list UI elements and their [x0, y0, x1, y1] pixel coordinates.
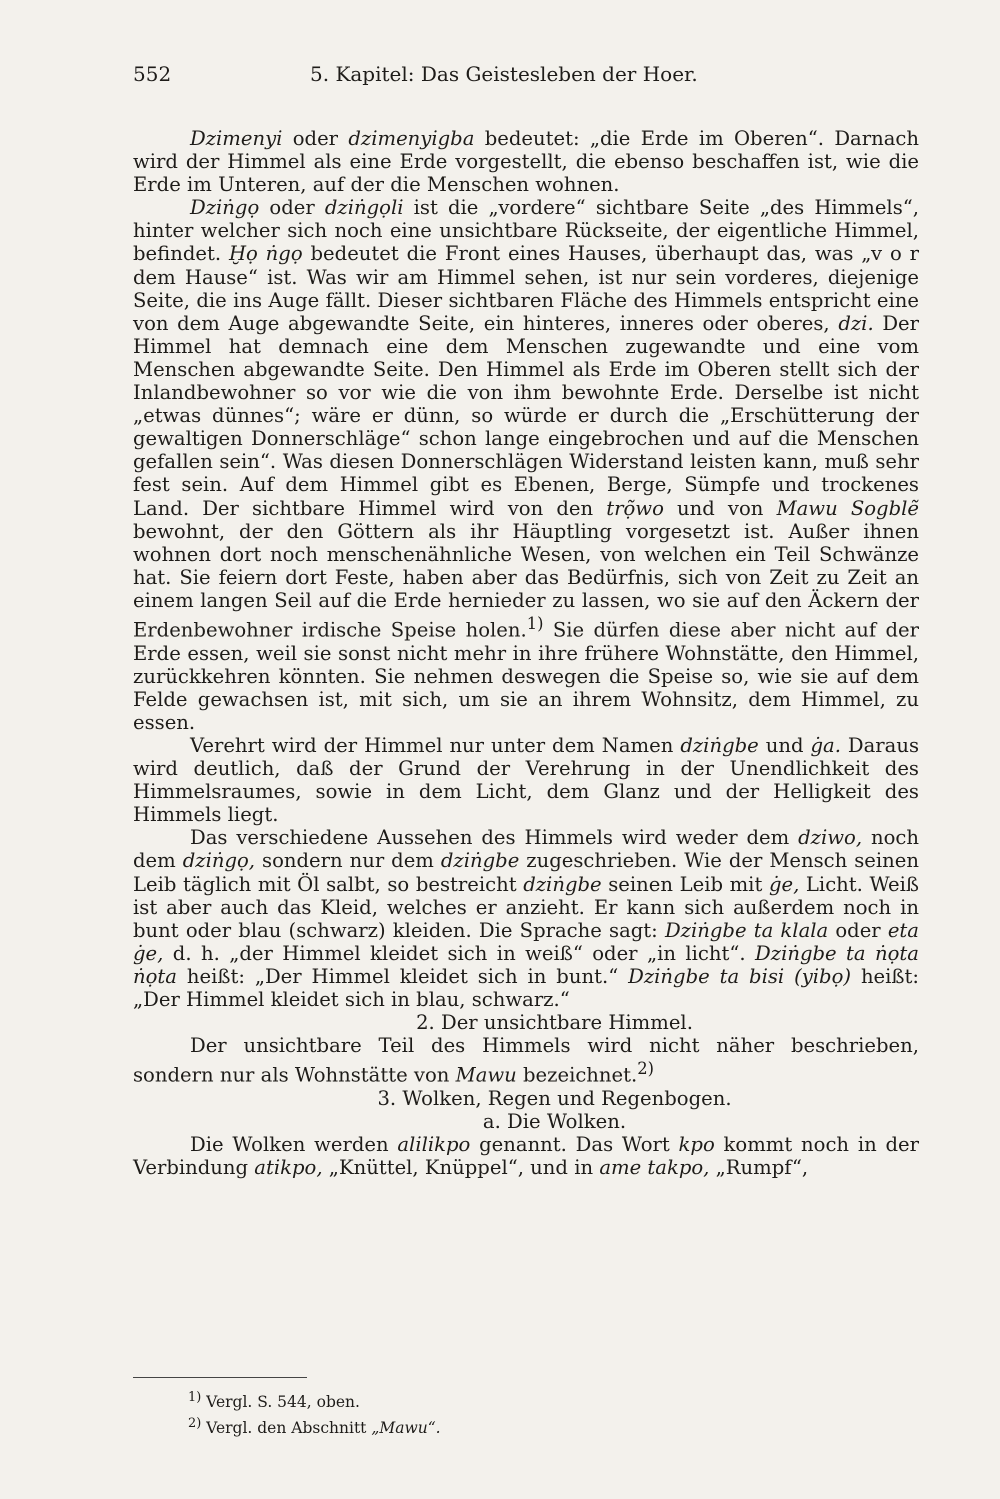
text-run: bedeutet die Front eines Hauses, überhaupt das, was „v o r dem Hause“ ist. Was wir am Himmel sehen, ist nur sein vorderes, diejenige Seite, die ins Auge fällt. Dieser sichtbaren Fläche des Himmels entspricht eine von dem Auge abgewandte Seite, ein hinteres, inneres oder oberes, — [133, 242, 920, 335]
italic-term: ġa. — [810, 733, 841, 757]
text-run: „Knüttel, Knüppel“, und in — [322, 1156, 600, 1180]
text-run: bezeichnet. — [516, 1063, 638, 1087]
italic-term: dzimenyigba — [348, 127, 475, 150]
paragraph — [133, 1133, 919, 1179]
italic-term: „Mawu“. — [371, 1419, 441, 1438]
italic-term: dziṅgbe — [523, 872, 602, 896]
text-run: d. h. „der Himmel kleidet sich in weiß“ oder „in licht“. — [163, 941, 756, 965]
text-run: Der unsichtbare Teil des Himmels wird nicht näher beschrieben, sondern nur als Wohnstätte von — [133, 1034, 919, 1087]
text-run: Vergl. den Abschnitt — [201, 1419, 372, 1438]
italic-term: Ḫọ ṅgọ — [228, 242, 303, 266]
text-run: und von — [663, 496, 777, 520]
text-run: Daraus wird deutlich, daß der Grund der Verehrung in der Unendlichkeit des Himmelsraumes, sowie in dem Licht, dem Glanz und der Helligkeit des Himmels liegt. — [133, 733, 919, 827]
footnote-marker: 1) — [188, 1390, 202, 1405]
footnote-marker: 1) — [526, 613, 544, 633]
running-head: 5. Kapitel: Das Geistesleben der Hoer. — [310, 62, 698, 86]
page-header — [133, 62, 923, 92]
subsection-heading: a. Die Wolken. — [482, 1110, 627, 1133]
text-run: Das verschiedene Aussehen des Himmels wird weder dem — [190, 826, 799, 850]
text-run: seinen Leib mit — [601, 872, 769, 896]
italic-term: alilikpo — [397, 1133, 471, 1157]
paragraph — [133, 826, 919, 1011]
text-run: oder — [828, 918, 888, 942]
italic-term: dziṅgbe — [440, 849, 520, 873]
text-run: genannt. Das Wort — [470, 1133, 679, 1157]
footnote-marker: 2) — [188, 1416, 202, 1432]
paragraph — [133, 196, 919, 734]
text-run: sondern nur dem — [255, 849, 441, 873]
text-run: Der Himmel hat demnach eine dem Menschen zugewandte und eine vom Menschen abgewandte Seite. Den Himmel als Erde im Oberen stellt sich der Inlandbewohner so vor wie die von ihm bewohnte Erde. Derselbe ist nicht „etwas dünnes“; wäre er dünn, so würde er durch die „Erschütterung der gewaltigen Donnerschläge“ schon lange eingebrochen und auf die Menschen gefallen sein“. Was diesen Donnerschlägen Widerstand leisten kann, muß sehr fest sein. Auf dem Himmel gibt es Ebenen, Berge, Sümpfe und trockenes Land. Der sichtbare Himmel wird von den — [133, 311, 920, 520]
italic-term: atikpo, — [254, 1156, 323, 1180]
italic-term: Dziṅgbe ta bisi (yibọ) — [628, 964, 852, 988]
italic-term: Dziṅgbe ta ṅọta ṅọta — [133, 941, 919, 988]
italic-term: Dziṅgọ — [190, 196, 260, 220]
italic-term: ame takpo, — [599, 1156, 710, 1180]
text-run: noch dem — [133, 826, 919, 873]
text-run: bedeutet: „die Erde im Oberen“. Darnach wird der Himmel als eine Erde vorgestellt, die ebenso beschaffen ist, wie die Erde im Unteren, auf der die Menschen wohnen. — [133, 127, 919, 197]
text-run: heißt: „Der Himmel kleidet sich in blau, schwarz.“ — [133, 964, 919, 1011]
text-run: „Rumpf“, — [709, 1156, 809, 1180]
paragraph — [133, 127, 919, 196]
section-heading: 2. Der unsichtbare Himmel. — [416, 1011, 693, 1035]
italic-term: Dziṅgbe ta klala — [664, 918, 829, 942]
text-run: Die Wolken werden — [190, 1133, 398, 1157]
italic-term: dziṅgọ, — [182, 849, 256, 873]
text-run: Vergl. S. 544, oben. — [201, 1393, 360, 1412]
italic-term: Dzimenyi — [190, 127, 283, 150]
italic-term: dziwo, — [798, 826, 863, 850]
text-run: kommt noch in der Verbindung — [133, 1133, 919, 1180]
footnote — [188, 1387, 441, 1413]
footnote — [188, 1413, 441, 1439]
footnote-rule — [133, 1377, 307, 1378]
italic-term: dziṅgbe — [680, 733, 759, 757]
text-run: Verehrt wird der Himmel nur unter dem Namen — [190, 733, 681, 757]
text-run: Licht. Weiß ist aber auch das Kleid, welches er anzieht. Er kann sich außerdem noch in bunt oder blau (schwarz) kleiden. Die Sprache sagt: — [133, 872, 919, 942]
text-run: oder — [259, 196, 325, 220]
italic-term: Mawu Sogblẽ — [776, 496, 920, 520]
text-run: heißt: „Der Himmel kleidet sich in bunt.“ — [176, 964, 629, 988]
text-run: bewohnt, der den Göttern als ihr Häuptling vorgesetzt ist. Außer ihnen wohnen dort noch menschenähnliche Wesen, von welchen ein Teil Schwänze hat. Sie feiern dort Feste, haben aber das Bedürfnis, sich von Zeit zu Zeit an einem langen Seil auf die Erde hernieder zu lassen, wo sie auf den Äckern der Erdenbewohner irdische Speise holen. — [133, 519, 919, 642]
italic-term: dzi. — [838, 311, 874, 335]
text-run: oder — [282, 127, 349, 150]
paragraph — [133, 734, 919, 826]
text-run: zugeschrieben. Wie der Mensch seinen Leib täglich mit Öl salbt, so bestreicht — [133, 849, 919, 896]
text-run: ist die „vordere“ sichtbare Seite „des Himmels“, hinter welcher sich noch eine unsichtbare Rückseite, der eigentliche Himmel, befindet. — [133, 196, 919, 266]
italic-term: Mawu — [455, 1063, 517, 1087]
footnotes — [188, 1387, 441, 1439]
text-run: Sie dürfen diese aber nicht auf der Erde essen, weil sie sonst nicht mehr in ihre frühere Wohnstätte, den Himmel, zurückkehren könnten. Sie nehmen deswegen die Speise so, wie sie auf dem Felde gewachsen ist, mit sich, um sie an ihrem Wohnsitz, dem Himmel, zu essen. — [133, 618, 920, 734]
text-run: und — [758, 733, 811, 757]
italic-term: ġe, — [768, 872, 800, 896]
section-heading: 3. Wolken, Regen und Regenbogen. — [377, 1086, 732, 1110]
page-number: 552 — [133, 62, 172, 86]
paragraph — [133, 1034, 919, 1087]
footnote-marker: 2) — [637, 1059, 655, 1079]
body-text — [133, 127, 919, 1179]
italic-term: eta ġe, — [133, 918, 919, 965]
italic-term: trọ̃wo — [606, 496, 664, 520]
italic-term: kpo — [678, 1133, 715, 1157]
italic-term: dziṅgọli — [324, 196, 404, 220]
